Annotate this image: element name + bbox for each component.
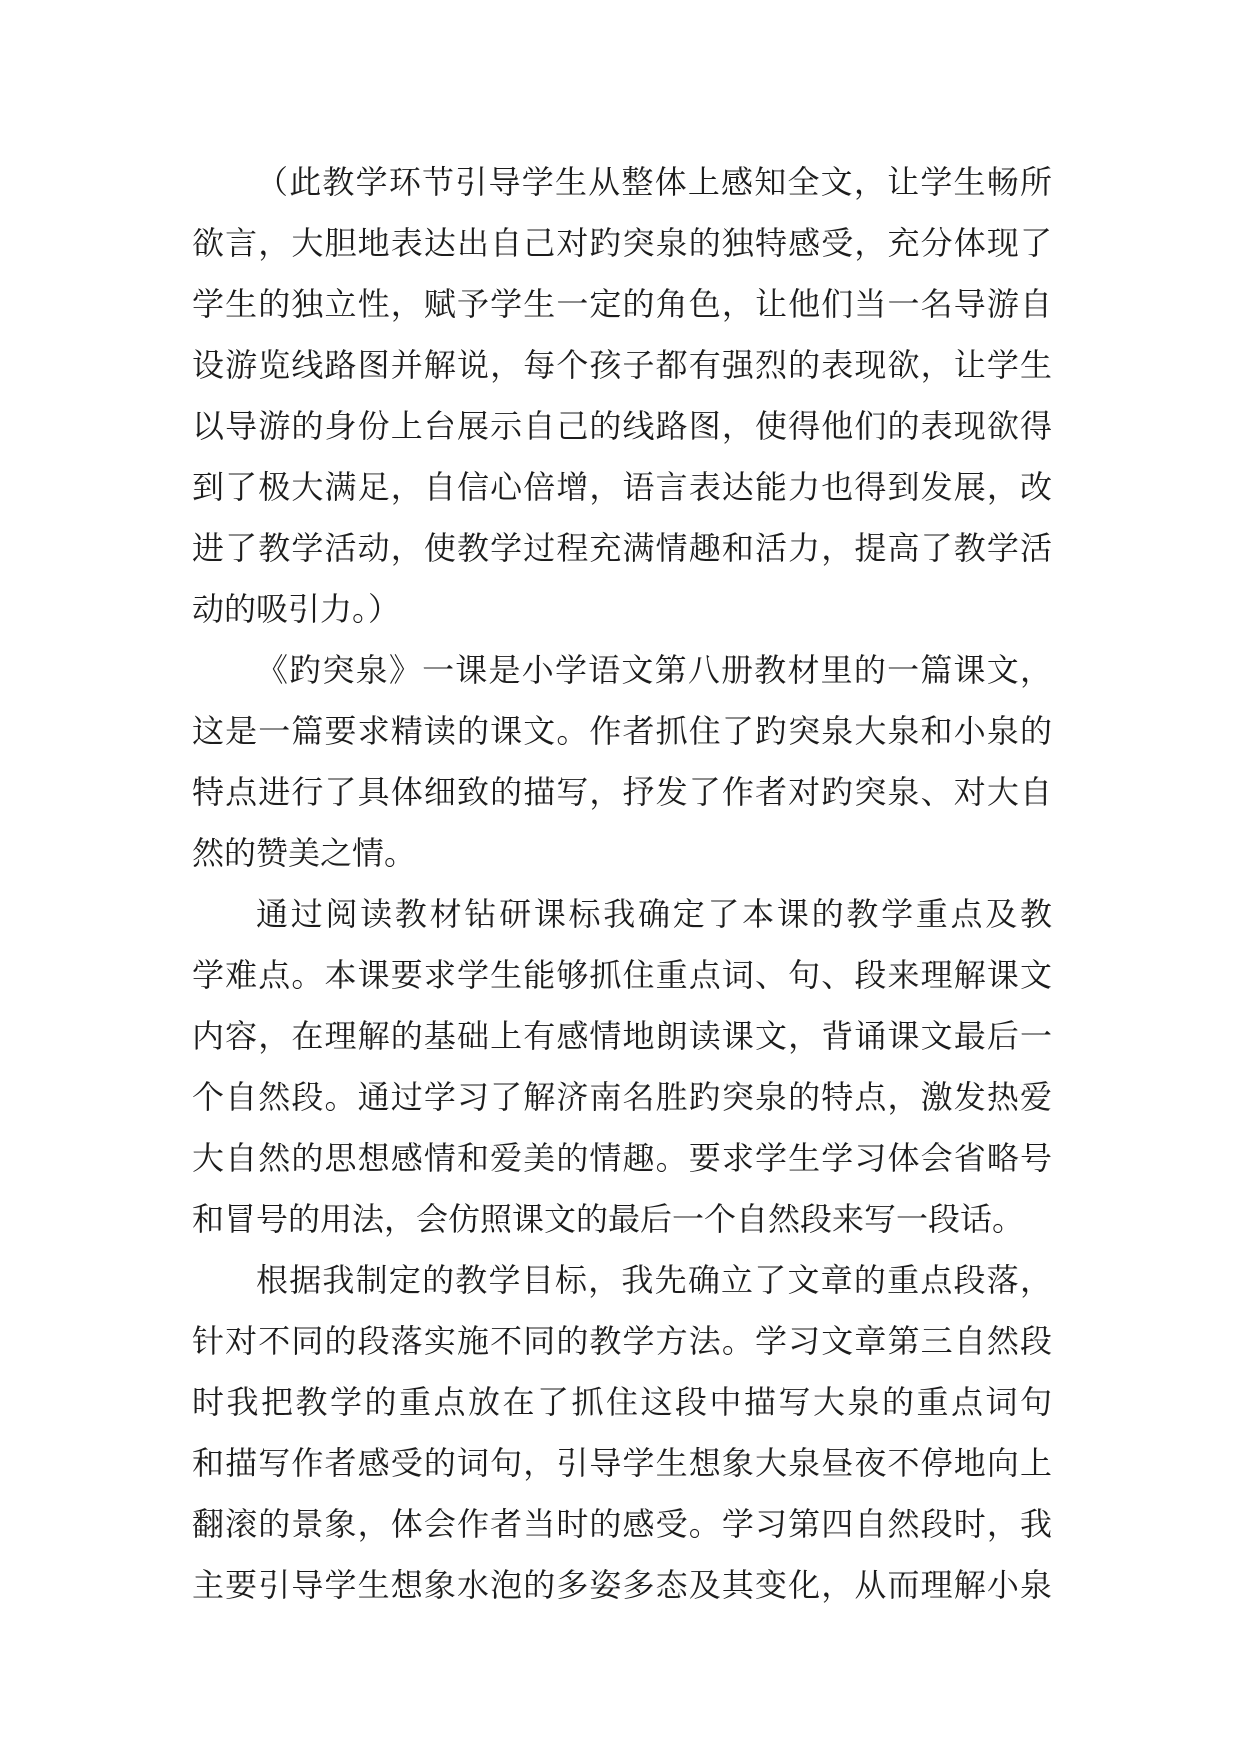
text-line: 针对不同的段落实施不同的教学方法。学习文章第三自然段 — [192, 1322, 1052, 1360]
body-text — [192, 152, 1052, 1616]
text-line: 然的赞美之情。 — [192, 834, 417, 872]
text-line: 和描写作者感受的词句，引导学生想象大泉昼夜不停地向上 — [192, 1444, 1052, 1482]
text-line: 时我把教学的重点放在了抓住这段中描写大泉的重点词句 — [192, 1383, 1052, 1421]
text-line: 主要引导学生想象水泡的多姿多态及其变化，从而理解小泉 — [192, 1566, 1052, 1604]
text-line: 通过阅读教材钻研课标我确定了本课的教学重点及教 — [256, 895, 1052, 933]
text-line: 到了极大满足，自信心倍增，语言表达能力也得到发展，改 — [192, 468, 1052, 506]
text-line: 个自然段。通过学习了解济南名胜趵突泉的特点，激发热爱 — [192, 1078, 1052, 1116]
text-line: 学难点。本课要求学生能够抓住重点词、句、段来理解课文 — [192, 956, 1052, 994]
text-line: 大自然的思想感情和爱美的情趣。要求学生学习体会省略号 — [192, 1139, 1052, 1177]
text-line: 根据我制定的教学目标，我先确立了文章的重点段落， — [256, 1261, 1052, 1299]
text-line: 特点进行了具体细致的描写，抒发了作者对趵突泉、对大自 — [192, 773, 1052, 811]
text-line: 《趵突泉》一课是小学语文第八册教材里的一篇课文， — [256, 651, 1052, 689]
text-line: （此教学环节引导学生从整体上感知全文，让学生畅所 — [256, 163, 1052, 201]
text-line: 设游览线路图并解说，每个孩子都有强烈的表现欲，让学生 — [192, 346, 1052, 384]
text-line: 内容，在理解的基础上有感情地朗读课文，背诵课文最后一 — [192, 1017, 1052, 1055]
text-line: 欲言，大胆地表达出自己对趵突泉的独特感受，充分体现了 — [192, 224, 1052, 262]
text-line: 进了教学活动，使教学过程充满情趣和活力，提高了教学活 — [192, 529, 1052, 567]
text-line: 和冒号的用法，会仿照课文的最后一个自然段来写一段话。 — [192, 1200, 1025, 1238]
text-line: 学生的独立性，赋予学生一定的角色，让他们当一名导游自 — [192, 285, 1052, 323]
text-line: 以导游的身份上台展示自己的线路图，使得他们的表现欲得 — [192, 407, 1052, 445]
text-line: 翻滚的景象，体会作者当时的感受。学习第四自然段时，我 — [192, 1505, 1052, 1543]
text-line: 动的吸引力。） — [192, 590, 401, 628]
text-line: 这是一篇要求精读的课文。作者抓住了趵突泉大泉和小泉的 — [192, 712, 1052, 750]
